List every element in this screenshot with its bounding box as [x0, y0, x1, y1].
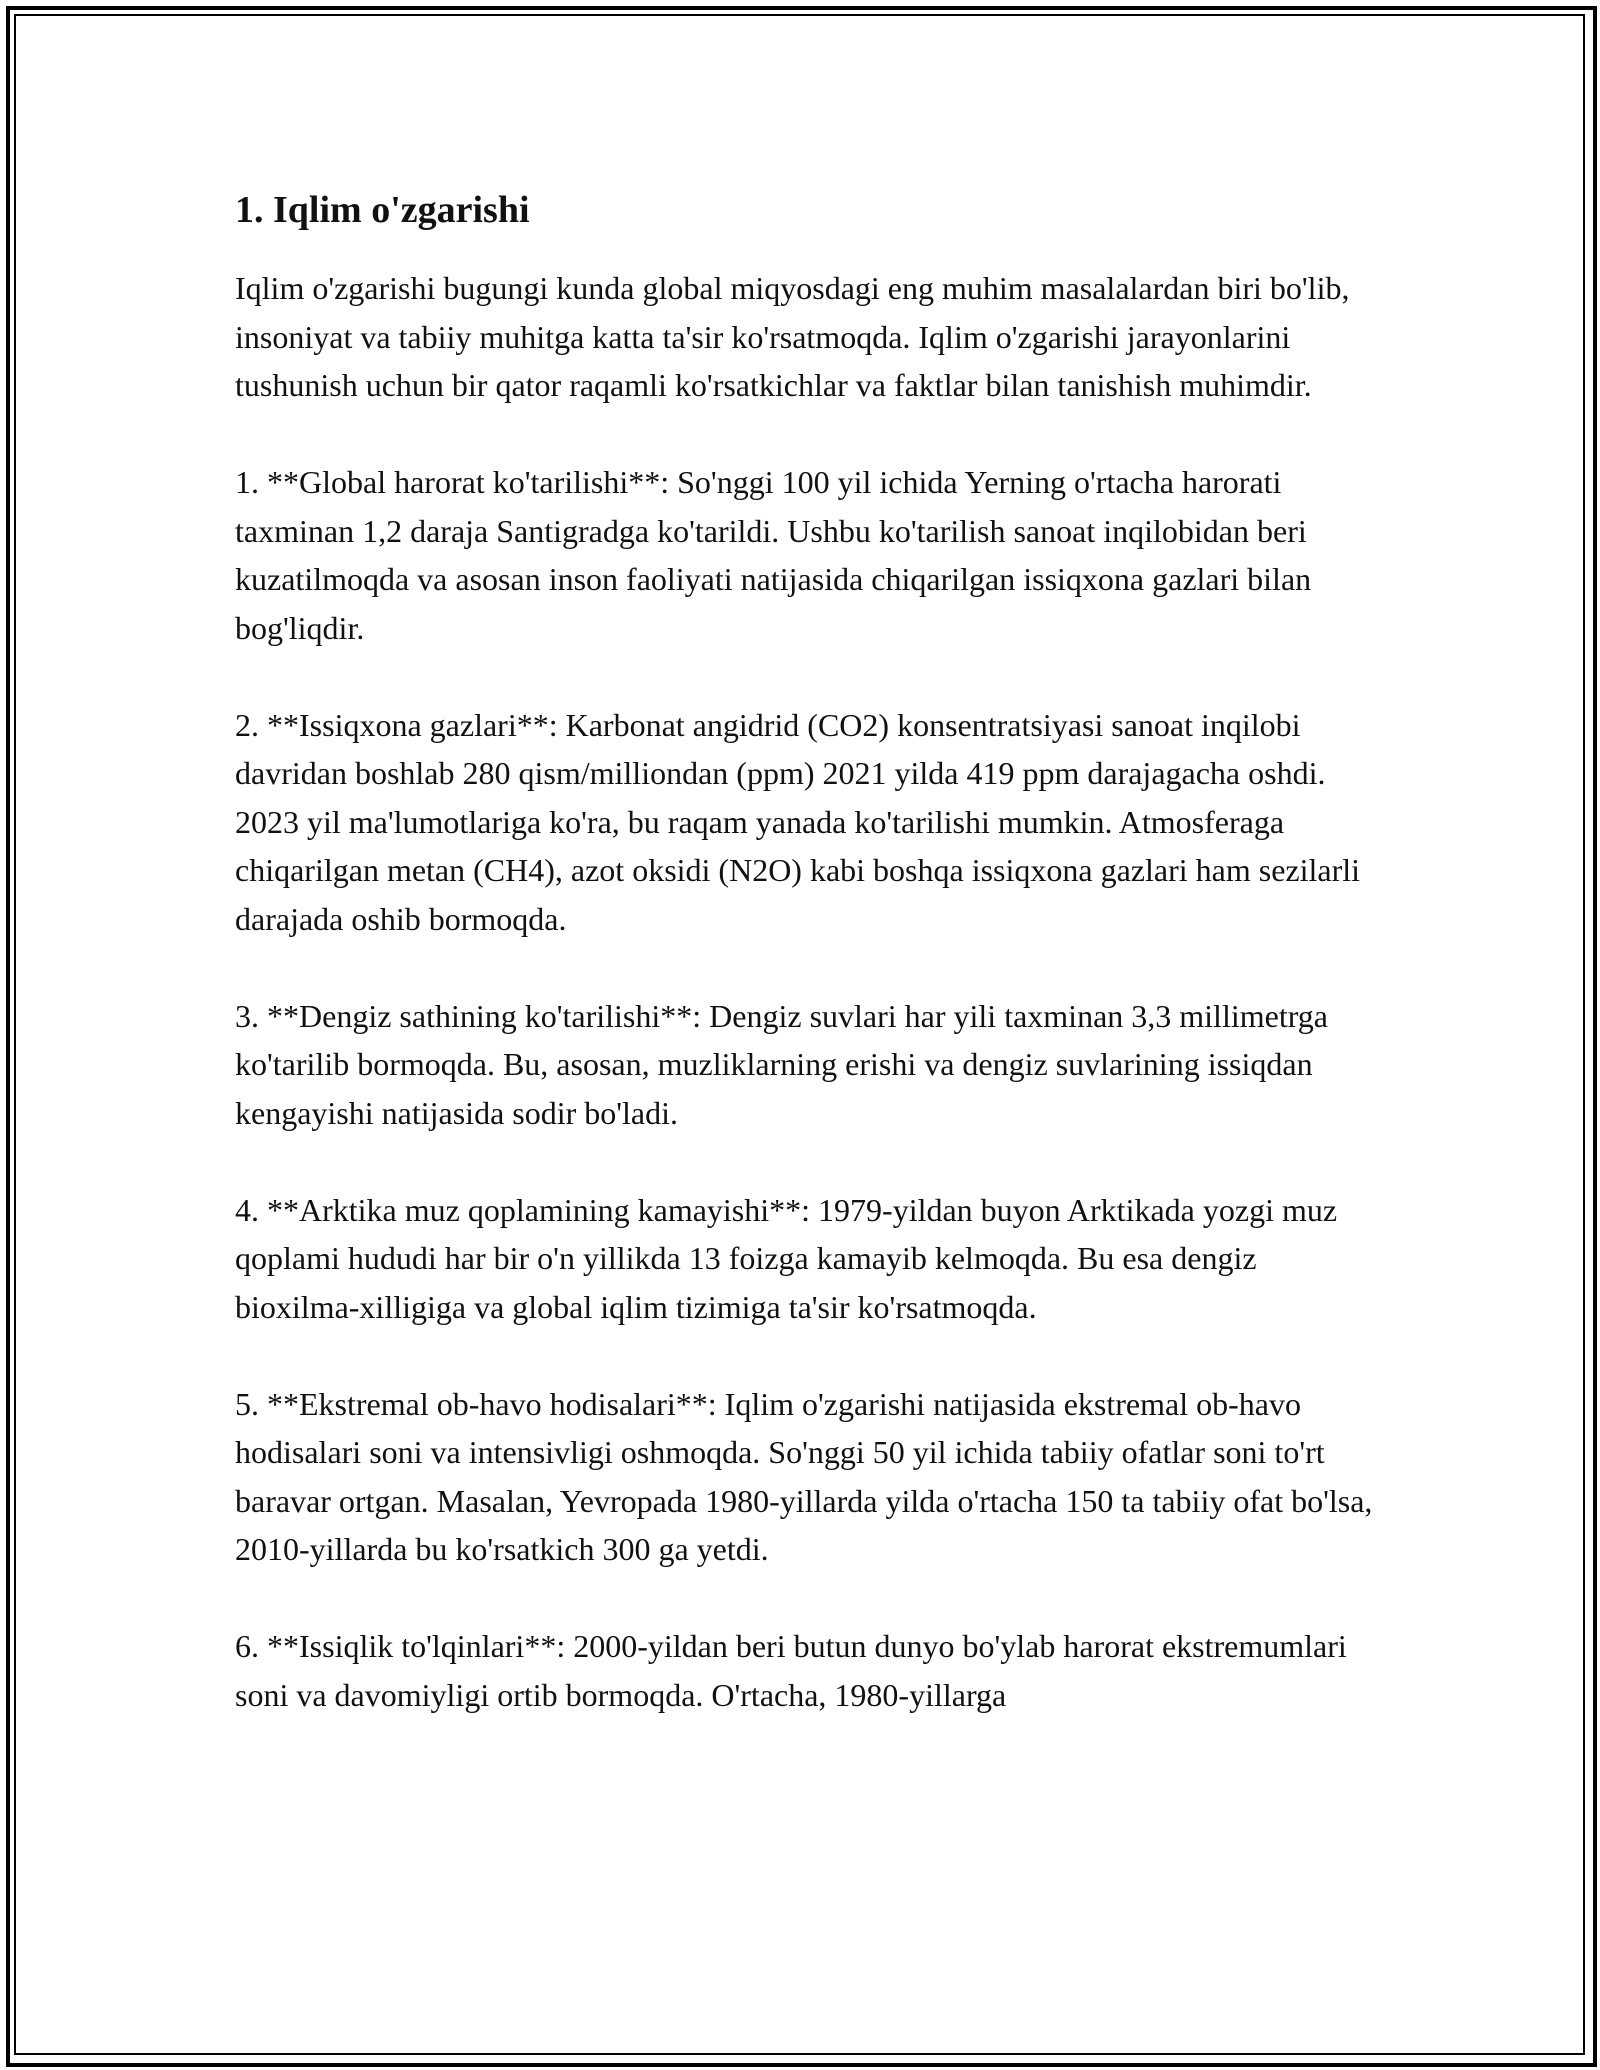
section-title: 1. Iqlim o'zgarishi: [235, 189, 530, 231]
paragraph-arctic-ice: 4. **Arktika muz qoplamining kamayishi**: 1979-yildan buyon Arktikada yozgi muz qoplami hududi har bir o'n yillikda 13 foizga kamayib kelmoqda. Bu esa dengiz bioxilma-xilligiga va global iqlim tizimiga ta'sir ko'rsatmoqda.: [235, 1191, 1338, 1325]
intro-paragraph: Iqlim o'zgarishi bugungi kunda global miqyosdagi eng muhim masalalardan biri bo'lib, insoniyat va tabiiy muhitga katta ta'sir ko'rsatmoqda. Iqlim o'zgarishi jarayonlarini tushunish uchun bir qator raqamli ko'rsatkichlar va faktlar bilan tanishish muhimdir.: [235, 270, 1350, 403]
paragraph-sea-level: 3. **Dengiz sathining ko'tarilishi**: Dengiz suvlari har yili taxminan 3,3 millimetrga ko'tarilib bormoqda. Bu, asosan, muzliklarning erishi va dengiz suvlarining issiqdan kengayishi natijasida sodir bo'ladi.: [235, 997, 1328, 1131]
paragraph-extreme-weather: 5. **Ekstremal ob-havo hodisalari**: Iqlim o'zgarishi natijasida ekstremal ob-havo hodisalari soni va intensivligi oshmoqda. So'nggi 50 yil ichida tabiiy ofatlar soni to'rt baravar ortgan. Masalan, Yevropada 1980-yillarda yilda o'rtacha 150 ta tabiiy ofat bo'lsa, 2010-yillarda bu ko'rsatkich 300 ga yetdi.: [235, 1385, 1373, 1567]
paragraph-global-temperature: 1. **Global harorat ko'tarilishi**: So'nggi 100 yil ichida Yerning o'rtacha harorati taxminan 1,2 daraja Santigradga ko'tarildi. Ushbu ko'tarilish sanoat inqilobidan beri kuzatilmoqda va asosan inson faoliyati natijasida chiqarilgan issiqxona gazlari bilan bog'liqdir.: [235, 464, 1312, 646]
paragraph-heat-waves: 6. **Issiqlik to'lqinlari**: 2000-yildan beri butun dunyo bo'ylab harorat ekstremumlari soni va davomiyligi ortib bormoqda. O'rtacha, 1980-yillarga: [235, 1628, 1347, 1713]
paragraph-greenhouse-gases: 2. **Issiqxona gazlari**: Karbonat angidrid (CO2) konsentratsiyasi sanoat inqilobi davridan boshlab 280 qism/milliondan (ppm) 2021 yilda 419 ppm darajagacha oshdi. 2023 yil ma'lumotlariga ko'ra, bu raqam yanada ko'tarilishi mumkin. Atmosferaga chiqarilgan metan (CH4), azot oksidi (N2O) kabi boshqa issiqxona gazlari ham sezilarli darajada oshib bormoqda.: [235, 706, 1361, 937]
document-body: [235, 186, 1375, 1768]
